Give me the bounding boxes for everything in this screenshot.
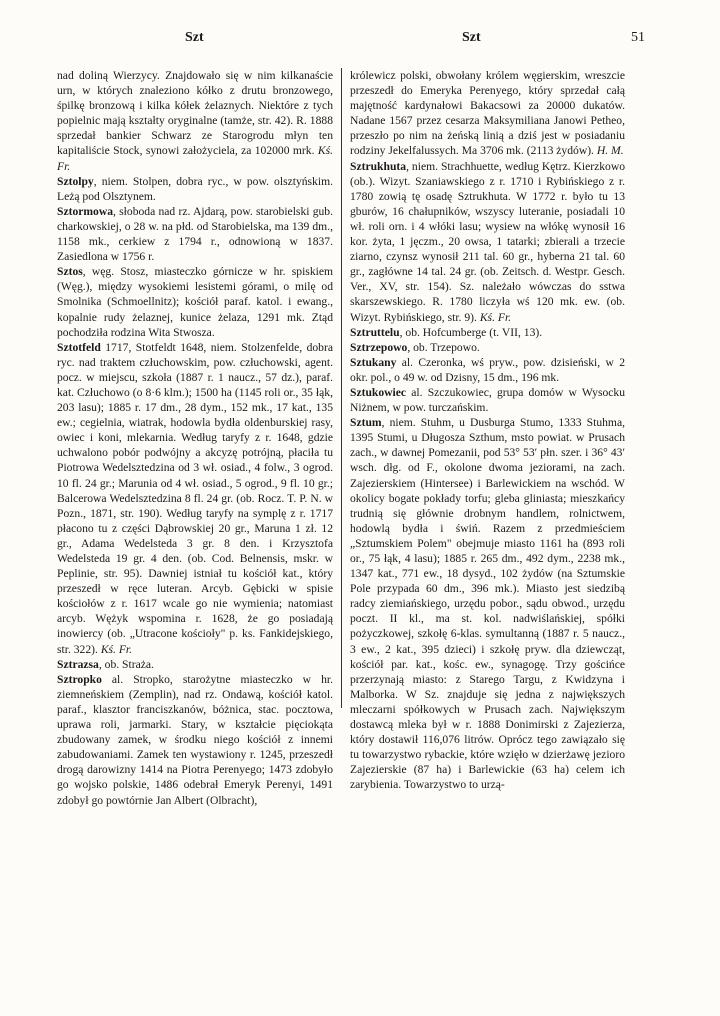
entry-headword: Sztos — [57, 265, 83, 279]
dictionary-entry — [57, 672, 333, 808]
dictionary-entry — [350, 355, 625, 385]
entry-headword: Sztropko — [57, 672, 102, 686]
dictionary-entry — [350, 325, 625, 340]
entry-text: , niem. Stolpen, dobra ryc., w pow. olsztyńskim. Leżą pod Olsztynem. — [57, 174, 333, 203]
entry-author-signature: H. M. — [596, 144, 624, 158]
dictionary-entry — [350, 415, 625, 792]
entry-text: , niem. Strachhuette, według Kętrz. Kierzkowo (ob.). Wizyt. Szaniawskiego z r. 1710 i Rybińskiego z r. 1780 zowią tę osadę Sztrukhuta. W 1772 r. było tu 13 gburów, 16 chałupników, wszyscy luteranie, posiadali 10 wł. roli orn. i 4 włóki lasu; wysiew na włókę wynosił 16 kor. żyta, 1 jęczm., 20 owsa, 1 tatarki; zbierali a trzecie ziarno, czynsz wynosił 211 tal. 60 gr., hyberna 21 tal. 60 gr., zagłówne 14 tal. 24 gr. (ob. Zeitsch. d. Westpr. Gesch. Ver., XV, str. 154). Sz. należało wówczas do sstwa skarszewskiego. R. 1780 liczyła wś 120 mk. ew. (ob. Wizyt. Rybińskiego, str. 9). — [350, 159, 625, 324]
right-column — [350, 68, 625, 792]
page-number: 51 — [631, 30, 645, 45]
entry-headword: Sztukany — [350, 355, 397, 369]
entry-text: , ob. Straża. — [98, 657, 154, 671]
entry-text: nad doliną Wierzycy. Znajdowało się w nim kilkanaście urn, w których znaleziono kółko z drutu bronzowego, śpilkę bronzową i kilka kółek żelaznych. Niektóre z tych popielnic mają kształty oryginalne (tamże, str. 42). R. 1888 sprzedał bankier Schwarz ze Starogrodu młyn ten kapitaliście Stock, synowi założyciela, za 102000 mrk. — [57, 69, 333, 158]
dictionary-entry — [57, 657, 333, 672]
dictionary-entry — [57, 68, 333, 174]
entry-text: al. Czeronka, wś pryw., pow. dzisieński, w 2 okr. pol., o 49 w. od Dzisny, 15 dm., 196 mk. — [350, 355, 625, 384]
entry-text: , ob. Trzepowo. — [407, 340, 480, 354]
entry-text: 1717, Stotfeldt 1648, niem. Stolzenfelde, dobra ryc. nad traktem człuchowskim, pow. człuchowski, agent. pocz. w miejscu, szkoła (1887 r. 1 naucz., 57 dz.), paraf. kat. Człuchowo (o 8·6 klm.); 1500 ha (1145 roli or., 35 łąk, 203 lasu); 1885 r. 17 dm., 28 dym., 152 mk., 17 kat., 135 ew.; cegielnia, wiatrak, hodowla bydła oldenburskiej rasy, owiec i koni, mlekarnia. Według taryfy z r. 1648, gdzie uchwalono pobór podwójny a akcyzę potrójną, płaciła tu Piotrowa Wedelsztedzina od 3 wł. osiad., 4 folw., 3 ogrod. 10 fl. 24 gr.; Marunia od 4 wł. osiad., 5 ogrod., 9 fl. 10 gr.; Balcerowa Wedelsztedzina 8 fl. 24 gr. (ob. Rocz. T. P. N. w Pozn., 1871, str. 190). Według taryfy na symplę z r. 1717 płacono tu z części Dąbrowskiej 20 gr., Maruna 1 zł. 12 gr., Adama Wedelsteda 3 gr. 8 den. i Krzysztofa Wedelsteda 19 gr. 4 den. (ob. Cod. Belnensis, mskr. w Peplinie, str. 95). Dawniej istniał tu kościół kat., który przeszedł w ręce luteran. Arcyb. Gębicki w spisie kościołów z r. 1617 wcale go nie wymienia; natomiast arcyb. Wężyk wspomina r. 1628, że go posiadają inowiercy (ob. „Utracone kościoły" p. ks. Fankidejskiego, str. 322). — [57, 340, 333, 656]
entry-text: królewicz polski, obwołany królem węgierskim, wreszcie przeszedł do Emeryka Perenyego, który sprzedał całą majętność kardynałowi Bakacsowi za 20000 dukatów. Nadane 1567 przez cesarza Maksymiliana Janowi Petheo, przeszło po nim na żeńską linią a dziś jest w posiadaniu rodziny Jekelfalussych. Ma 3706 mk. (2113 żydów). — [350, 69, 625, 158]
entry-text: , ob. Hofcumberge (t. VII, 13). — [399, 325, 543, 339]
dictionary-entry — [350, 340, 625, 355]
entry-headword: Sztolpy — [57, 174, 94, 188]
dictionary-entry — [57, 204, 333, 264]
header-left-guide-word: Szt — [185, 30, 204, 45]
dictionary-entry — [57, 340, 333, 657]
entry-headword: Sztrzepowo — [350, 340, 408, 354]
dictionary-entry — [350, 385, 625, 415]
dictionary-entry — [350, 159, 625, 325]
entry-text: al. Szczukowiec, grupa domów w Wysocku Niżnem, w pow. turczańskim. — [350, 385, 625, 415]
entry-headword: Sztukowiec — [350, 385, 407, 399]
entry-headword: Sztum — [350, 416, 382, 430]
column-divider — [341, 68, 342, 708]
entry-text: , słoboda nad rz. Ajdarą, pow. starobielski gub. charkowskiej, o 28 w. na płd. od Starobielska, ma 139 dm., 1158 mk., cerkiew z 1794 r., odnowioną w 1837. Zasiedlona w 1756 r. — [57, 204, 333, 264]
left-column — [57, 68, 333, 807]
dictionary-entry — [57, 174, 333, 204]
dictionary-entry — [57, 264, 333, 339]
entry-headword: Sztotfeld — [57, 340, 101, 354]
entry-headword: Sztrazsa — [57, 657, 99, 671]
header-right-guide-word: Szt — [462, 30, 481, 45]
running-header — [0, 30, 720, 52]
entry-text: , niem. Stuhm, u Dusburga Stumo, 1333 Stuhma, 1395 Stumi, u Długosza Szthum, msto powiat. w Prusach zach., w dawnej Pomezanii, pod 53° 53′ płn. szer. i 36° 43′ wsch. dłg. od F., okolone dwoma jeziorami, na zach. Zajezierskiem (Hintersee) i Barlewickiem na wschód. W okolicy bogate pokłady torfu; gleba gliniasta; mieszkańcy trudnią się głównie drobnym handlem, rolnictwem, hodowlą bydła i świń. Razem z przedmieściem „Sztumskiem Polem" obejmuje miasto 1161 ha (893 roli or., 75 łąk, 4 lasu); 1885 r. 265 dm., 492 dym., 2238 mk., 1347 kat., 771 ew., 18 dysyd., 102 żydów (na Sztumskie Pole przypada 60 dm., 396 mk.). Miasto jest siedzibą radcy ziemiańskiego, urzędu pobor., sądu obwod., urzędu poczt. II kl., ma st. kol. nadwiślańskiej, spółki pożyczkowej, szkołę 6-klas. symultanną (1887 r. 5 naucz., 3 ew., 2 kat., 395 dzieci) i szkołę pryw. dla dziewcząt, kościół par. kat., kośc. ew., synagogę. Trzy gościńce przerzynają miasto: z Starego Targu, z Kwidzyna i Malborka. W Sz. znajduje się jedna z największych mleczarni spółkowych w Prusach zach. Największym dostawcą mleka był w r. 1888 Donimirski z Zajezierza, który dostawił 116,076 litrów. Oprócz tego zawiązało się tu towarzystwo rybackie, które wzięło w dzierżawę jezioro Zajezierskie (87 ha) i Barlewickie (63 ha) celem ich zarybienia. Towarzystwo to urzą- — [350, 416, 625, 792]
entry-headword: Sztormowa — [57, 204, 114, 218]
entry-headword: Sztrukhuta — [350, 159, 407, 173]
dictionary-entry — [350, 68, 625, 159]
entry-author-signature: Kś. Fr. — [100, 642, 133, 656]
entry-headword: Sztruttelu — [350, 325, 400, 339]
entry-author-signature: Kś. Fr. — [57, 144, 333, 173]
entry-text: al. Stropko, starożytne miasteczko w hr. ziemneńskiem (Zemplin), nad rz. Ondawą, kościół katol. paraf., klasztor franciszkanów, bóżnica, stac. pocztowa, uprawa roli, jarmarki. Stary, w kształcie pięciokąta zbudowany zamek, w środku niego kościół z innemi zabudowaniami. Zamek ten wystawiony r. 1245, przeszedł drogą darowizny 1414 na Piotra Perenyego; 1473 zdobyło go wojsko polskie, 1486 odebrał Emeryk Perenyi, 1491 zdobył go powtórnie Jan Albert (Olbracht), — [57, 672, 333, 807]
entry-text: , węg. Stosz, miasteczko górnicze w hr. spiskiem (Węg.), między wysokiemi lesistemi górami, o milę od Smolnika (Schmoellnitz); kościół paraf. katol. i ewang., kopalnie rudy żelaznej, kunice żelaza, 1291 mk. Ztąd pochodziła rodzina Wita Stwosza. — [57, 265, 333, 339]
entry-author-signature: Kś. Fr. — [479, 310, 512, 324]
